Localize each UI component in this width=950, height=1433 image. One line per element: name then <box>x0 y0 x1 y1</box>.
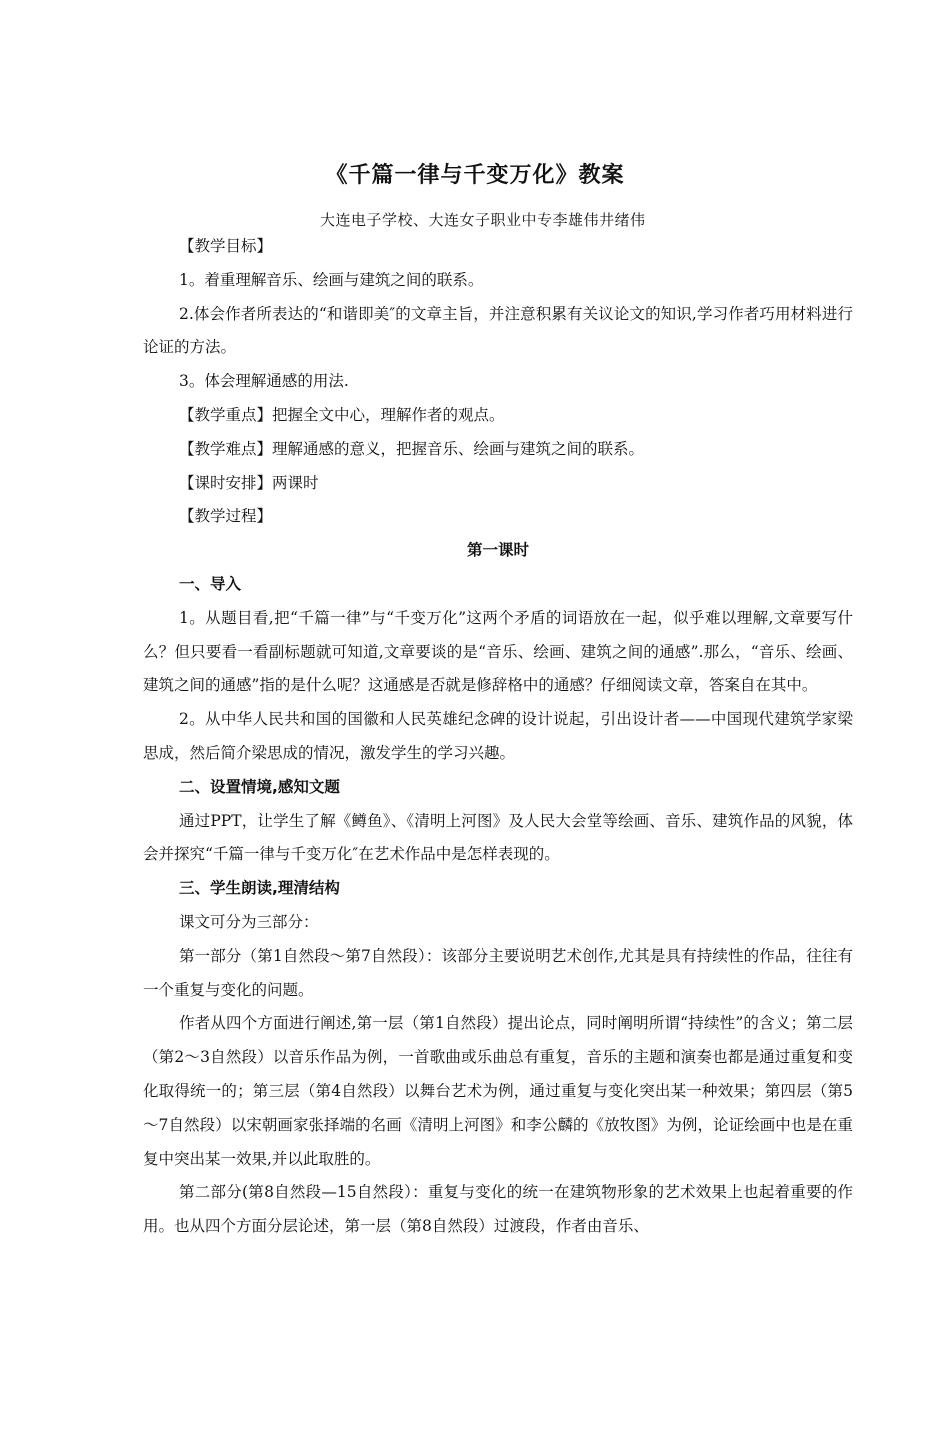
section-3-heading: 三、学生朗读,理清结构 <box>179 879 340 898</box>
process-label: 【教学过程】 <box>179 507 273 526</box>
lesson-heading: 第一课时 <box>466 541 529 560</box>
section-3-paragraph-3: 作者从四个方面进行阐述,第一层（第1自然段）提出论点，同时阐明所谓“持续性”的含义；第二层（第2～3自然段）以音乐作品为例，一首歌曲或乐曲总有重复，音乐的主题和演奏也都是通过重复和变化取得统一的；第三层（第4自然段）以舞台艺术为例，通过重复与变化突出某一种效果；第四层（第5～7自然段）以宋朝画家张择端的名画《清明上河图》和李公麟的《放牧图》为例，论证绘画中也是在重复中突出某一效果,并以此取胜的。 <box>143 1014 853 1168</box>
document-body <box>143 230 853 1244</box>
document-title: 《千篇一律与千变万化》教案 <box>325 163 625 188</box>
objective-3: 3。体会理解通感的用法. <box>179 372 349 391</box>
schedule: 【课时安排】两课时 <box>179 473 319 492</box>
objective-2: 2.体会作者所表达的“和谐即美″的文章主旨，并注意积累有关议论文的知识,学习作者巧用材料进行论证的方法。 <box>143 304 853 357</box>
document-author: 大连电子学校、大连女子职业中专李雄伟井绪伟 <box>320 211 646 229</box>
section-3-paragraph-4: 第二部分(第8自然段—15自然段）：重复与变化的统一在建筑物形象的艺术效果上也起着重要的作用。也从四个方面分层论述，第一层（第8自然段）过渡段，作者由音乐、 <box>143 1183 853 1236</box>
section-3-paragraph-2: 第一部分（第1自然段～第7自然段）：该部分主要说明艺术创作,尤其是具有持续性的作品，往往有一个重复与变化的问题。 <box>143 946 853 999</box>
section-3-paragraph-1: 课文可分为三部分： <box>179 912 319 931</box>
objective-1: 1。着重理解音乐、绘画与建筑之间的联系。 <box>179 270 484 289</box>
section-1-paragraph-1: 1。从题目看,把“千篇一律”与“千变万化”这两个矛盾的词语放在一起，似乎难以理解,文章要写什么？但只要看一看副标题就可知道,文章要谈的是“音乐、绘画、建筑之间的通感”.那么，“音乐、绘画、建筑之间的通感”指的是什么呢？这通感是否就是修辞格中的通感？仔细阅读文章，答案自在其中。 <box>143 608 853 695</box>
difficulties: 【教学难点】理解通感的意义，把握音乐、绘画与建筑之间的联系。 <box>179 439 645 458</box>
section-2-heading: 二、设置情境,感知文题 <box>179 777 340 796</box>
key-points: 【教学重点】把握全文中心，理解作者的观点。 <box>179 405 505 424</box>
section-2-paragraph-1: 通过PPT，让学生了解《鳟鱼》、《清明上河图》及人民大会堂等绘画、音乐、建筑作品的风貌，体会并探究“千篇一律与千变万化″在艺术作品中是怎样表现的。 <box>143 811 853 864</box>
section-1-heading: 一、导入 <box>179 574 242 593</box>
section-1-paragraph-2: 2。从中华人民共和国的国徽和人民英雄纪念碑的设计说起，引出设计者——中国现代建筑学家梁思成，然后简介梁思成的情况，激发学生的学习兴趣。 <box>143 710 853 762</box>
objectives-label: 【教学目标】 <box>179 237 273 255</box>
